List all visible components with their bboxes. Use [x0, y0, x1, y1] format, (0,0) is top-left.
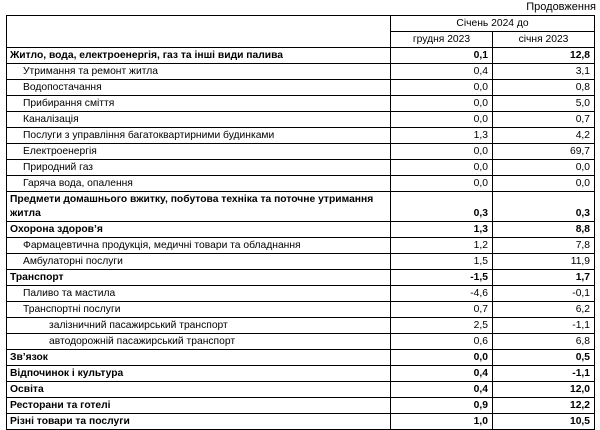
table-row [7, 398, 595, 414]
table-row [7, 112, 595, 128]
value-vs-dec-2023: 0,4 [391, 382, 493, 398]
value-vs-jan-2023: 5,0 [493, 96, 595, 112]
value-vs-dec-2023: 0,0 [391, 80, 493, 96]
value-vs-dec-2023: 0,6 [391, 334, 493, 350]
value-vs-jan-2023: 0,5 [493, 350, 595, 366]
value-vs-jan-2023: 7,8 [493, 238, 595, 254]
value-vs-jan-2023: 8,8 [493, 222, 595, 238]
table-row [7, 318, 595, 334]
table-row [7, 192, 595, 222]
row-label: Охорона здоров’я [7, 222, 391, 238]
row-label: Природний газ [7, 160, 391, 176]
row-label: Освіта [7, 382, 391, 398]
table-row [7, 176, 595, 192]
value-vs-jan-2023: -1,1 [493, 366, 595, 382]
row-label: Відпочинок і культура [7, 366, 391, 382]
row-label: Предмети домашнього вжитку, побутова техніка та поточне утримання житла [7, 192, 391, 222]
table-row [7, 286, 595, 302]
value-vs-dec-2023: 1,0 [391, 414, 493, 430]
value-vs-dec-2023: 0,1 [391, 48, 493, 64]
table-row [7, 64, 595, 80]
value-vs-dec-2023: 1,3 [391, 222, 493, 238]
header-blank-cell [7, 16, 391, 48]
row-label: Зв’язок [7, 350, 391, 366]
row-label: Прибирання сміття [7, 96, 391, 112]
value-vs-jan-2023: 0,7 [493, 112, 595, 128]
value-vs-jan-2023: 0,8 [493, 80, 595, 96]
value-vs-jan-2023: 12,0 [493, 382, 595, 398]
price-index-table [6, 15, 595, 430]
value-vs-dec-2023: 1,5 [391, 254, 493, 270]
value-vs-jan-2023: 4,2 [493, 128, 595, 144]
value-vs-dec-2023: 0,7 [391, 302, 493, 318]
value-vs-dec-2023: 0,0 [391, 160, 493, 176]
value-vs-jan-2023: 12,2 [493, 398, 595, 414]
value-vs-dec-2023: 0,0 [391, 176, 493, 192]
value-vs-dec-2023: 0,0 [391, 144, 493, 160]
value-vs-jan-2023: 69,7 [493, 144, 595, 160]
row-label: Паливо та мастила [7, 286, 391, 302]
value-vs-dec-2023: 0,4 [391, 366, 493, 382]
row-label: Транспортні послуги [7, 302, 391, 318]
value-vs-jan-2023: 0,0 [493, 176, 595, 192]
row-label: Транспорт [7, 270, 391, 286]
table-row [7, 302, 595, 318]
row-label: Каналізація [7, 112, 391, 128]
table-row [7, 128, 595, 144]
table-row [7, 238, 595, 254]
table-row [7, 350, 595, 366]
value-vs-dec-2023: 1,3 [391, 128, 493, 144]
value-vs-jan-2023: 10,5 [493, 414, 595, 430]
value-vs-jan-2023: 11,9 [493, 254, 595, 270]
table-row [7, 144, 595, 160]
value-vs-jan-2023: 1,7 [493, 270, 595, 286]
value-vs-jan-2023: 0,0 [493, 160, 595, 176]
value-vs-jan-2023: 12,8 [493, 48, 595, 64]
value-vs-dec-2023: 0,9 [391, 398, 493, 414]
header-col-1: грудня 2023 [391, 32, 493, 48]
row-label: Ресторани та готелі [7, 398, 391, 414]
value-vs-jan-2023: -0,1 [493, 286, 595, 302]
table-row [7, 270, 595, 286]
row-label: автодорожній пасажирський транспорт [7, 334, 391, 350]
value-vs-jan-2023: 6,2 [493, 302, 595, 318]
value-vs-dec-2023: -4,6 [391, 286, 493, 302]
row-label: Амбулаторні послуги [7, 254, 391, 270]
table-row [7, 222, 595, 238]
value-vs-dec-2023: 0,3 [391, 192, 493, 222]
table-row [7, 80, 595, 96]
value-vs-dec-2023: 1,2 [391, 238, 493, 254]
continuation-label: Продовження [526, 1, 596, 13]
row-label: Різні товари та послуги [7, 414, 391, 430]
value-vs-dec-2023: -1,5 [391, 270, 493, 286]
value-vs-dec-2023: 0,0 [391, 350, 493, 366]
table-row [7, 382, 595, 398]
value-vs-dec-2023: 0,0 [391, 112, 493, 128]
row-label: Гаряча вода, опалення [7, 176, 391, 192]
value-vs-dec-2023: 0,4 [391, 64, 493, 80]
row-label: Фармацевтична продукція, медичні товари та обладнання [7, 238, 391, 254]
table-row [7, 48, 595, 64]
value-vs-dec-2023: 0,0 [391, 96, 493, 112]
value-vs-jan-2023: 6,8 [493, 334, 595, 350]
table-row [7, 414, 595, 430]
row-label: Послуги з управління багатоквартирними будинками [7, 128, 391, 144]
row-label: Електроенергія [7, 144, 391, 160]
value-vs-jan-2023: 0,3 [493, 192, 595, 222]
table-row [7, 254, 595, 270]
table-row [7, 334, 595, 350]
row-label: залізничний пасажирський транспорт [7, 318, 391, 334]
row-label: Утримання та ремонт житла [7, 64, 391, 80]
row-label: Водопостачання [7, 80, 391, 96]
header-period: Січень 2024 до [391, 16, 595, 32]
row-label: Житло, вода, електроенергія, газ та інші види палива [7, 48, 391, 64]
header-col-2: січня 2023 [493, 32, 595, 48]
value-vs-dec-2023: 2,5 [391, 318, 493, 334]
value-vs-jan-2023: 3,1 [493, 64, 595, 80]
table-row [7, 366, 595, 382]
header-row-1 [7, 16, 595, 32]
table-row [7, 160, 595, 176]
table-row [7, 96, 595, 112]
value-vs-jan-2023: -1,1 [493, 318, 595, 334]
